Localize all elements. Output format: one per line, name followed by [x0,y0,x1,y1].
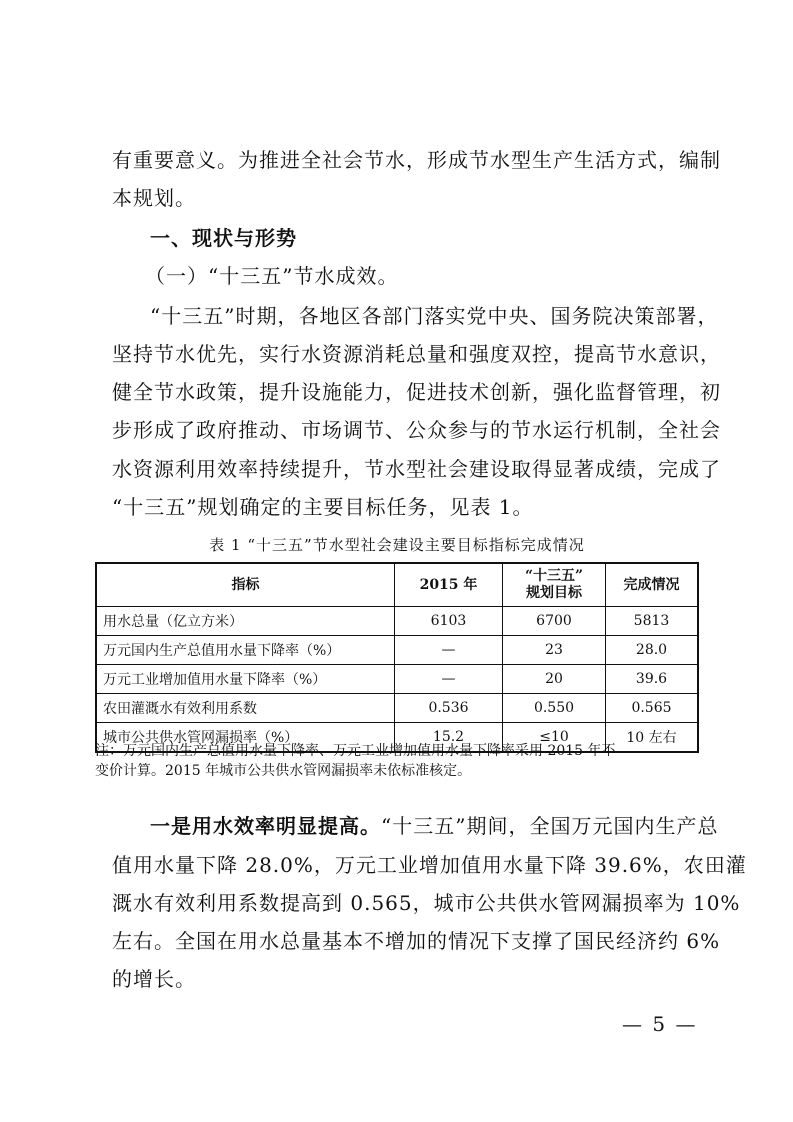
table-row [96,636,698,665]
cell-target: ≤10 [503,723,606,753]
table-row [96,694,698,723]
cell-2015: — [395,636,503,665]
paragraph-line: 健全节水政策，提升设施能力，促进技术创新，强化监督管理，初 [112,380,721,404]
cell-indicator: 用水总量（亿立方米） [96,607,395,636]
paragraph-line: 溉水有效利用系数提高到 0.565，城市公共供水管网漏损率为 10% [112,891,741,915]
header-target-line2: 规划目标 [526,585,582,601]
page-number: — 5 — [622,1012,698,1036]
cell-indicator: 万元国内生产总值用水量下降率（%） [96,636,395,665]
paragraph-line: “十三五”规划确定的主要目标任务，见表 1。 [112,495,534,519]
cell-2015: 15.2 [395,723,503,753]
paragraph-line: 的增长。 [112,967,196,991]
section-heading: 一、现状与形势 [150,226,297,250]
paragraph-line [150,812,719,840]
cell-2015: 6103 [395,607,503,636]
table-header-row [96,563,698,607]
table-row [96,665,698,694]
paragraph-line: 步形成了政府推动、市场调节、公众参与的节水运行机制，全社会 [112,418,721,442]
paragraph-lead: 一是用水效率明显提高。 [150,814,381,838]
table-note [95,741,699,781]
table-caption: 表 1 “十三五”节水型社会建设主要目标指标完成情况 [209,536,585,554]
paragraph-line: 坚持节水优先，实行水资源消耗总量和强度双控，提高节水意识， [112,342,721,366]
cell-2015: 0.536 [395,694,503,723]
header-target [503,563,606,607]
paragraph-line: 左右。全国在用水总量基本不增加的情况下支撑了国民经济约 6% [112,929,721,953]
table-note-line: 变价计算。2015 年城市公共供水管网漏损率未依标准核定。 [95,763,472,779]
header-indicator: 指标 [96,563,395,607]
cell-indicator: 农田灌溉水有效利用系数 [96,694,395,723]
header-target-line1: “十三五” [524,568,584,584]
cell-done: 0.565 [606,694,699,723]
header-completion: 完成情况 [606,563,699,607]
cell-target: 23 [503,636,606,665]
cell-target: 0.550 [503,694,606,723]
paragraph-line: 值用水量下降 28.0%，万元工业增加值用水量下降 39.6%，农田灌 [112,853,747,877]
cell-2015: — [395,665,503,694]
cell-indicator: 城市公共供水管网漏损率（%） [96,723,395,753]
cell-done: 39.6 [606,665,699,694]
paragraph-line: 本规划。 [112,186,196,210]
paragraph-line: “十三五”时期，各地区各部门落实党中央、国务院决策部署， [150,304,719,328]
table-note-line: 注：万元国内生产总值用水量下降率、万元工业增加值用水量下降率采用 2015 年不 [95,743,616,759]
subheading: （一）“十三五”节水成效。 [145,264,399,288]
cell-done: 28.0 [606,636,699,665]
paragraph-text: “十三五”期间，全国万元国内生产总 [381,814,719,838]
paragraph-line: 有重要意义。为推进全社会节水，形成节水型生产生活方式，编制 [112,148,721,172]
cell-target: 6700 [503,607,606,636]
cell-done: 10 左右 [606,723,699,753]
indicator-table [95,562,699,753]
header-2015: 2015 年 [395,563,503,607]
cell-target: 20 [503,665,606,694]
table-row [96,607,698,636]
cell-indicator: 万元工业增加值用水量下降率（%） [96,665,395,694]
paragraph-line: 水资源利用效率持续提升，节水型社会建设取得显著成绩，完成了 [112,457,721,481]
cell-done: 5813 [606,607,699,636]
